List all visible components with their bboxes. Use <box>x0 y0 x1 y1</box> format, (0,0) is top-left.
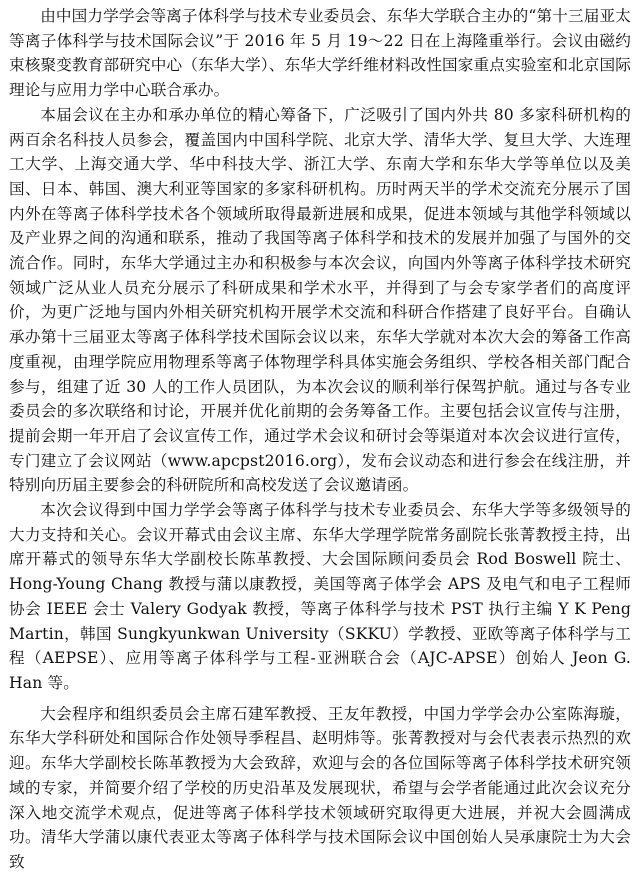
paragraph-3: 本次会议得到中国力学学会等离子体科学与技术专业委员会、东华大学等多级领导的大力支持和关心。会议开幕式由会议主席、东华大学理学院常务副院长张菁教授主持，出席开幕式的领导东华大学副校长陈革教授、大会国际顾问委员会 Rod Boswell 院士、Hong-Young Chang 教授与蒲以康教授，美国等离子体学会 APS 及电气和电子工程师协会 IEEE 会士 Valery Godyak 教授，等离子体科学与技术 PST 执行主编 Y K Peng Martin，韩国 Sungkyunkwan University（SKKU）学教授、亚欧等离子体科学与工程（AEPSE）、应用等离子体科学与工程-亚洲联合会（AJC-APSE）创始人 Jeon G. Han 等。 <box>9 501 631 692</box>
paragraph-2: 本届会议在主办和承办单位的精心筹备下，广泛吸引了国内外共 80 多家科研机构的两百余名科技人员参会，覆盖国内中国科学院、北京大学、清华大学、复旦大学、大连理工大学、上海交通大学、华中科技大学、浙江大学、东南大学和东华大学等单位以及美国、日本、韩国、澳大利亚等国家的多家科研机构。历时两天半的学术交流充分展示了国内外在等离子体科学技术各个领域所取得最新进展和成果，促进本领域与其他学科领域以及产业界之间的沟通和联系，推动了我国等离子体科学和技术的发展并加强了与国外的交流合作。同时，东华大学通过主办和积极参与本次会议，向国内外等离子体科学技术研究领域广泛从业人员充分展示了科研成果和学术水平，并得到了与会专家学者们的高度评价，为更广泛地与国内外相关研究机构开展学术交流和科研合作搭建了良好平台。自确认承办第十三届亚太等离子体科学技术国际会议以来，东华大学就对本次大会的筹备工作高度重视，由理学院应用物理系等离子体物理学科具体实施会务组织、学校各相关部门配合参与，组建了近 30 人的工作人员团队，为本次会议的顺利举行保驾护航。通过与各专业委员会的多次联络和讨论，开展并优化前期的会务筹备工作。主要包括会议宣传与注册，提前会期一年开启了会议宣传工作，通过学术会议和研讨会等渠道对本次会议进行宣传，专门建立了会议网站（www.apcpst2016.org），发布会议动态和进行参会在线注册，并特别向历届主要参会的科研院所和高校发送了会议邀请函。 <box>9 105 631 495</box>
paragraph-1: 由中国力学学会等离子体科学与技术专业委员会、东华大学联合主办的“第十三届亚太等离子体科学与技术国际会议”于 2016 年 5 月 19～22 日在上海隆重举行。会议由磁约束核聚变教育部研究中心（东华大学）、东华大学纤维材料改性国家重点实验室和北京国际理论与应用力学中心联合承办。 <box>9 7 631 100</box>
paragraph-4: 大会程序和组织委员会主席石建军教授、王友年教授，中国力学学会办公室陈海璇，东华大学科研处和国际合作处领导季程昌、赵明炜等。张菁教授对与会代表表示热烈的欢迎。东华大学副校长陈革教授为大会致辞，欢迎与会的各位国际等离子体科学技术研究领域的专家，并简要介绍了学校的历史沿革及发展现状，希望与会学者能通过此次会议充分深入地交流学术观点，促进等离子体科学技术领域研究取得更大进展，并祝大会圆满成功。清华大学蒲以康代表亚太等离子体科学与技术国际会议中国创始人吴承康院士为大会致 <box>9 704 631 871</box>
